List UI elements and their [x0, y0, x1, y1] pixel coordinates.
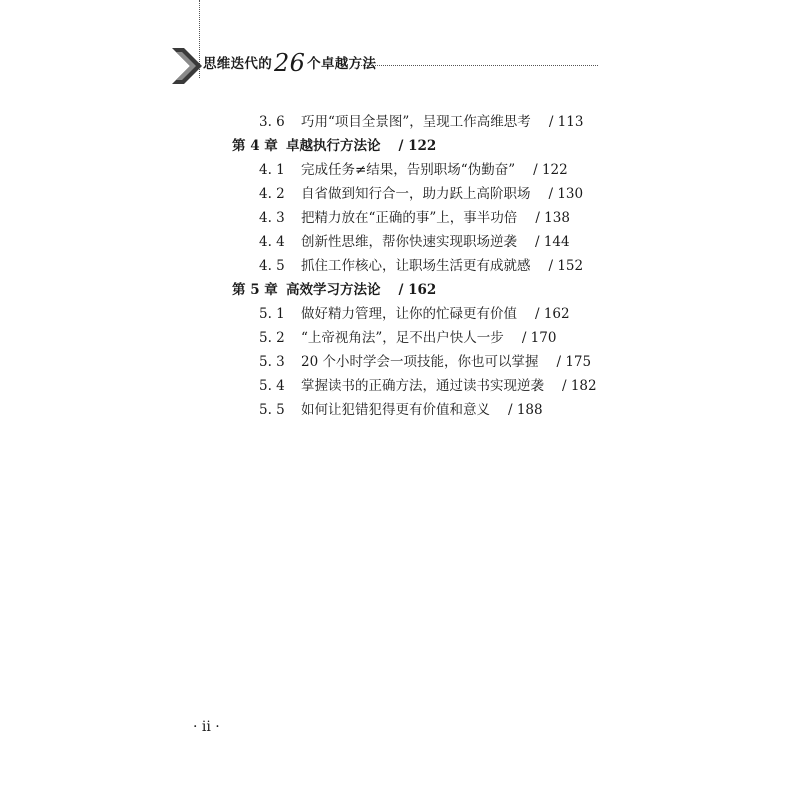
entry-number: 5. 5 [259, 402, 285, 418]
toc-entry[interactable] [259, 374, 597, 398]
entry-page: / 175 [556, 354, 592, 370]
toc-entry[interactable] [259, 350, 591, 374]
book-title-prefix: 思维迭代的 [203, 56, 272, 72]
toc-chapter[interactable] [232, 134, 436, 158]
page-number: · ii · [193, 719, 220, 735]
entry-title: 20 个小时学会一项技能，你也可以掌握 [301, 354, 539, 370]
entry-title: 完成任务≠结果，告别职场“伪勤奋” [301, 162, 516, 178]
entry-page: / 138 [535, 210, 570, 226]
entry-title: 掌握读书的正确方法，通过读书实现逆袭 [301, 378, 544, 394]
entry-title: 抓住工作核心，让职场生活更有成就感 [301, 258, 531, 274]
entry-title: 如何让犯错犯得更有价值和意义 [301, 402, 490, 418]
chapter-number: 第 4 章 [232, 138, 278, 154]
entry-number: 3. 6 [259, 114, 285, 130]
entry-number: 4. 4 [259, 234, 285, 250]
entry-page: / 113 [548, 114, 584, 130]
entry-title: 把精力放在“正确的事”上，事半功倍 [301, 210, 518, 226]
entry-number: 5. 2 [259, 330, 285, 346]
toc-entry[interactable] [259, 206, 570, 230]
chapter-number: 第 5 章 [232, 282, 278, 298]
book-title-suffix: 个卓越方法 [307, 56, 377, 72]
chapter-title: 高效学习方法论 [286, 282, 381, 298]
book-title [203, 49, 377, 77]
entry-number: 5. 3 [259, 354, 285, 370]
entry-title: 巧用“项目全景图”，呈现工作高维思考 [301, 114, 531, 130]
entry-number: 5. 1 [259, 306, 285, 322]
toc-entry[interactable] [259, 398, 543, 422]
toc-entry[interactable] [259, 302, 570, 326]
toc-entry[interactable] [259, 326, 556, 350]
toc-entry[interactable] [259, 158, 568, 182]
entry-number: 4. 5 [259, 258, 285, 274]
running-header [170, 46, 600, 86]
entry-page: / 170 [521, 330, 557, 346]
entry-title: 自省做到知行合一，助力跃上高阶职场 [301, 186, 531, 202]
entry-title: 创新性思维，帮你快速实现职场逆袭 [301, 234, 517, 250]
entry-number: 4. 3 [259, 210, 285, 226]
header-dotted-line [358, 65, 598, 66]
chapter-title: 卓越执行方法论 [286, 138, 381, 154]
entry-page: / 182 [562, 378, 597, 394]
toc-entry[interactable] [259, 110, 583, 134]
entry-number: 4. 2 [259, 186, 285, 202]
entry-page: / 122 [533, 162, 568, 178]
chapter-page: / 162 [398, 282, 437, 298]
toc-entry[interactable] [259, 230, 570, 254]
entry-title: 做好精力管理，让你的忙碌更有价值 [301, 306, 517, 322]
chevron-arrow-icon [170, 46, 204, 86]
entry-title: “上帝视角法”，足不出户快人一步 [301, 330, 504, 346]
toc-entry[interactable] [259, 182, 583, 206]
toc-chapter[interactable] [232, 278, 436, 302]
entry-page: / 144 [535, 234, 570, 250]
entry-page: / 162 [535, 306, 570, 322]
entry-page: / 130 [548, 186, 584, 202]
book-title-number: 26 [274, 49, 306, 77]
entry-number: 5. 4 [259, 378, 285, 394]
entry-number: 4. 1 [259, 162, 285, 178]
chapter-page: / 122 [398, 138, 437, 154]
toc-entry[interactable] [259, 254, 583, 278]
entry-page: / 188 [508, 402, 543, 418]
entry-page: / 152 [548, 258, 584, 274]
